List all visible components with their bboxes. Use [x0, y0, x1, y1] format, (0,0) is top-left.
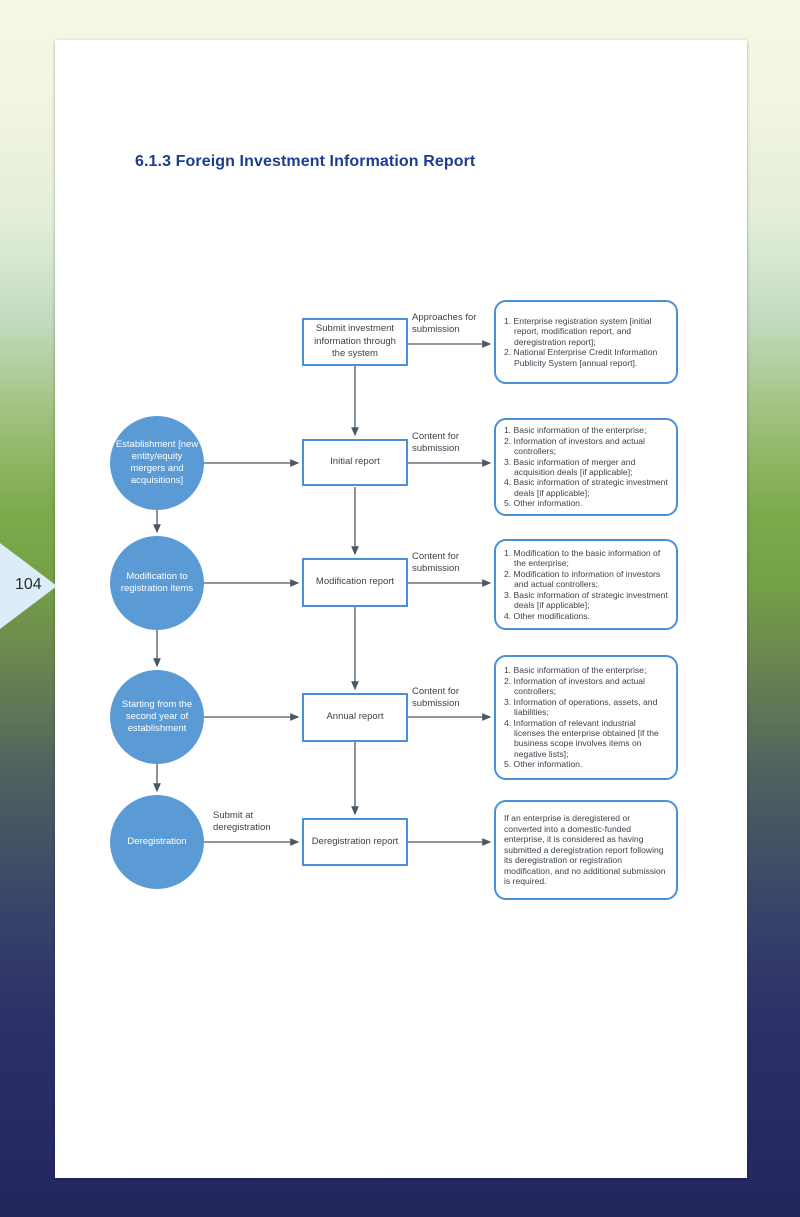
- box-annual-report: Annual report: [302, 693, 408, 742]
- panel-item: 4. Other modifications.: [504, 610, 590, 621]
- panel-item: 1. Basic information of the enterprise;: [504, 665, 647, 676]
- panel-item: 2. Information of investors and actual controllers;: [504, 435, 645, 457]
- panel-deregistration-note: [494, 800, 678, 900]
- panel-paragraph: If an enterprise is deregistered or converted into a domestic-funded enterprise, it is considered as having submitted a deregistration report following its deregistration or registration modification, and no additional submission is required.: [504, 813, 666, 887]
- label-content-for-submission-1: Content for submission: [412, 431, 460, 454]
- stage-circle-deregistration: Deregistration: [110, 795, 204, 889]
- stage-circle-establishment: Establishment [new entity/equity mergers and acquisitions]: [110, 416, 204, 510]
- label-approaches-for-submission: Approaches for submission: [412, 312, 477, 335]
- box-deregistration-report: Deregistration report: [302, 818, 408, 866]
- panel-item: 2. Information of investors and actual controllers;: [504, 675, 645, 697]
- stage-circle-modification: Modification to registration items: [110, 536, 204, 630]
- page-number: 104: [15, 576, 42, 593]
- panel-item: 4. Basic information of strategic investment deals [if applicable];: [504, 477, 668, 498]
- stage-circle-annual: Starting from the second year of establishment: [110, 670, 204, 764]
- panel-initial-report-content: [494, 418, 678, 516]
- panel-item: 3. Information of operations, assets, and liabilities;: [504, 696, 658, 718]
- panel-item: 3. Basic information of strategic investment deals [if applicable];: [504, 589, 668, 611]
- panel-item: 5. Other information.: [504, 498, 583, 509]
- panel-annual-report-content: [494, 655, 678, 780]
- label-content-for-submission-3: Content for submission: [412, 686, 460, 709]
- box-submit-system: Submit investment information through the system: [302, 318, 408, 366]
- panel-item: 1. Enterprise registration system [initial report, modification report, and deregistration report];: [504, 315, 652, 347]
- panel-item: 4. Information of relevant industrial licenses the enterprise obtained [if the business scope involves items on negative lists];: [504, 717, 659, 759]
- label-submit-at-deregistration: Submit at deregistration: [213, 810, 271, 833]
- panel-item: 5. Other information.: [504, 759, 583, 770]
- panel-item: 2. Modification to information of investors and actual controllers;: [504, 568, 661, 590]
- panel-item: 1. Modification to the basic information of the enterprise;: [504, 547, 661, 569]
- panel-modification-report-content: [494, 539, 678, 630]
- box-initial-report: Initial report: [302, 439, 408, 486]
- section-title: 6.1.3 Foreign Investment Information Report: [135, 153, 476, 170]
- box-modification-report: Modification report: [302, 558, 408, 607]
- panel-item: 2. National Enterprise Credit Information Publicity System [annual report].: [504, 347, 658, 368]
- panel-item: 3. Basic information of merger and acquisition deals [if applicable];: [504, 456, 636, 477]
- panel-item: 1. Basic information of the enterprise;: [504, 425, 647, 436]
- panel-approaches: [494, 300, 678, 384]
- label-content-for-submission-2: Content for submission: [412, 551, 460, 574]
